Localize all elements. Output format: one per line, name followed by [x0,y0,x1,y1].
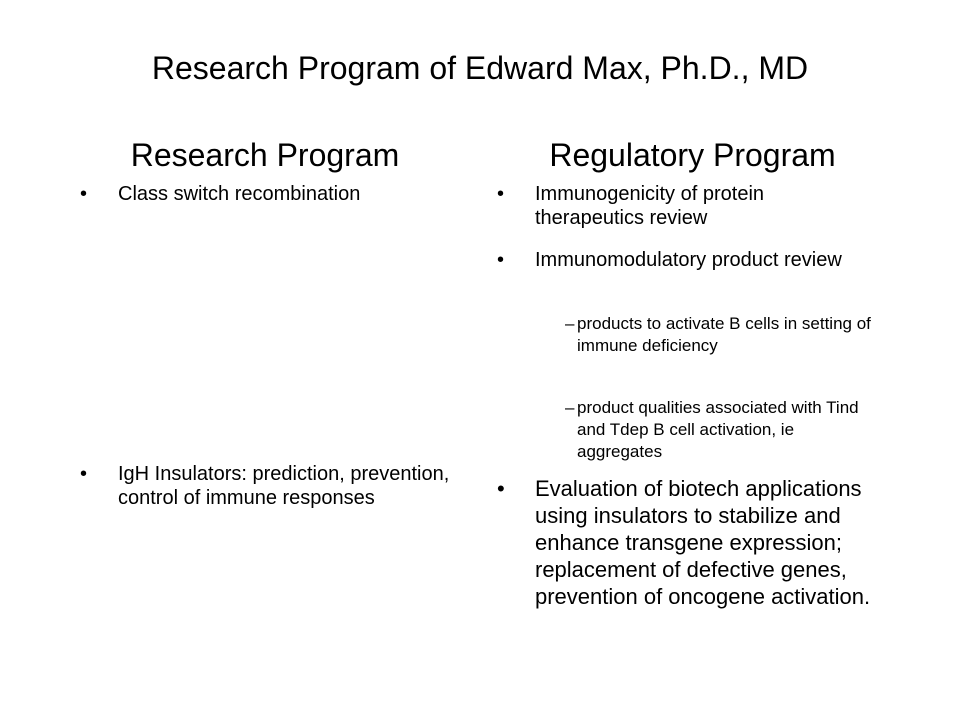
slide-title: Research Program of Edward Max, Ph.D., MD [151,50,809,86]
right-bullet-immunogenicity [497,182,902,232]
bullet-marker: • [80,183,88,205]
right-column-heading: Regulatory Program [549,137,836,173]
bullet-marker: • [497,249,505,271]
bullet-text: Class switch recombination [118,183,361,205]
left-column-heading: Research Program [130,137,400,173]
bullet-text: IgH Insulators: prediction, prevention, control of immune responses [118,463,450,509]
bullet-marker: • [497,476,505,501]
right-bullet-immunomodulatory [497,248,902,298]
bullet-text: Evaluation of biotech applications using insulators to stabilize and enhance transgene expression; replacement of defective genes, prevention of oncogene activation. [535,476,871,609]
bullet-text: products to activate B cells in setting of immune deficiency [577,314,871,355]
right-subbullet-product-qualities [565,397,900,465]
bullet-text: product qualities associated with Tind and Tdep B cell activation, ie aggregates [577,398,859,461]
dash-marker: – [565,398,575,417]
bullet-text: Immunomodulatory product review [535,249,842,271]
right-subbullet-activate-b-cells [565,313,900,381]
left-bullet-class-switch [80,182,450,208]
bullet-text: Immunogenicity of protein therapeutics review [535,183,765,229]
bullet-marker: • [80,463,88,485]
left-bullet-igh-insulators [80,462,450,538]
right-bullet-evaluation [497,475,902,675]
bullet-marker: • [497,183,505,205]
dash-marker: – [565,314,575,333]
